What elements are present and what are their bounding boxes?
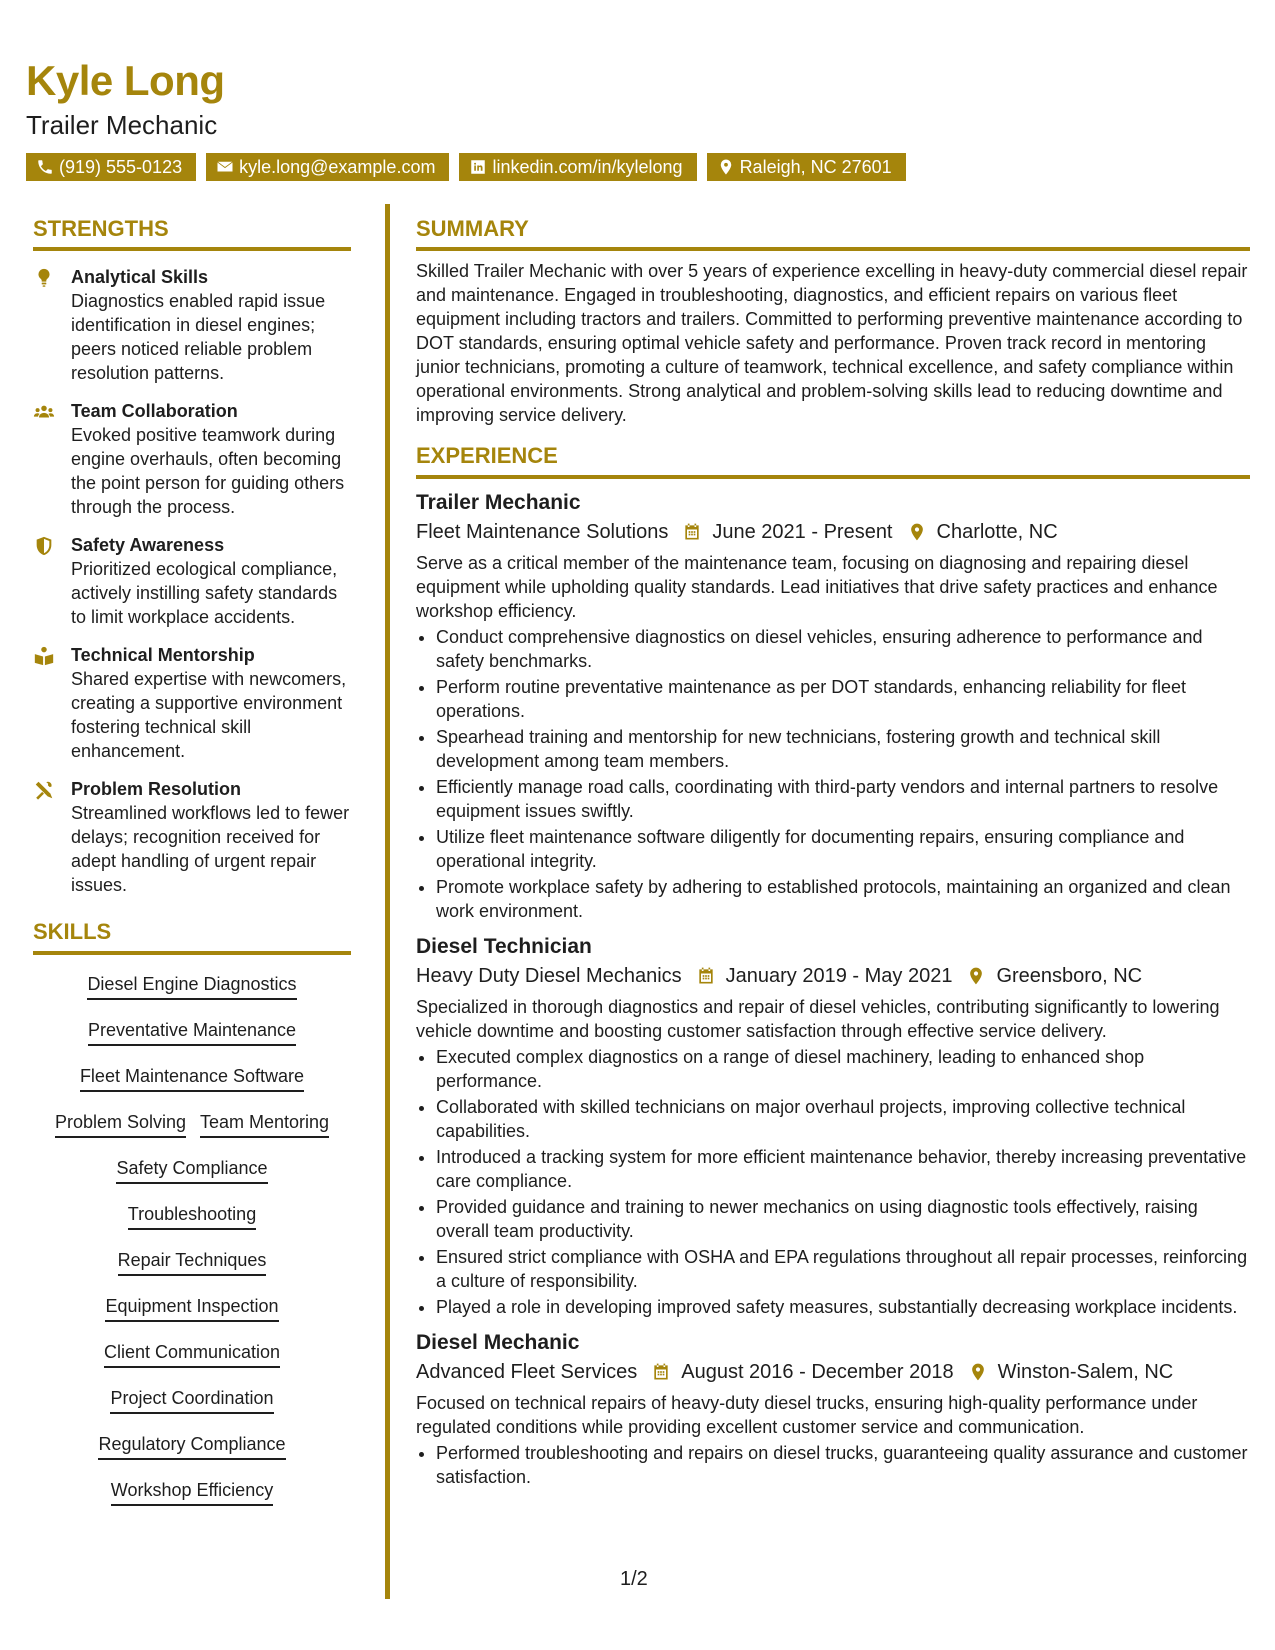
candidate-name: Kyle Long bbox=[26, 57, 225, 104]
job-dates: August 2016 - December 2018 bbox=[681, 1360, 954, 1383]
contact-linkedin[interactable] bbox=[459, 153, 696, 181]
strength-item bbox=[33, 777, 351, 897]
skill-tag: Repair Techniques bbox=[118, 1248, 267, 1276]
strength-item bbox=[33, 265, 351, 385]
phone-icon bbox=[36, 158, 54, 176]
contact-location-text: Raleigh, NC 27601 bbox=[739, 157, 892, 177]
tools-icon bbox=[33, 779, 55, 801]
skill-tag: Diesel Engine Diagnostics bbox=[87, 972, 296, 1000]
strength-title: Technical Mentorship bbox=[71, 645, 255, 666]
job-bullets bbox=[416, 1045, 1250, 1319]
job-company: Advanced Fleet Services bbox=[416, 1360, 638, 1383]
strength-desc: Diagnostics enabled rapid issue identification in diesel engines; peers noticed reliable problem resolution patterns. bbox=[71, 291, 326, 384]
job-bullet: • Promote workplace safety by adhering to established protocols, maintaining an organized and clean work environment. bbox=[436, 875, 1250, 923]
strengths-heading: STRENGTHS bbox=[33, 216, 351, 251]
users-icon bbox=[33, 401, 55, 423]
job-entry bbox=[416, 933, 1250, 1319]
candidate-title: Trailer Mechanic bbox=[26, 110, 218, 140]
skill-tag: Fleet Maintenance Software bbox=[80, 1064, 304, 1092]
strength-desc: Shared expertise with newcomers, creating a supportive environment fostering technical skill enhancement. bbox=[71, 669, 347, 762]
skills-heading: SKILLS bbox=[33, 919, 351, 954]
job-location: Charlotte, NC bbox=[936, 520, 1058, 543]
linkedin-icon bbox=[469, 158, 487, 176]
strength-desc: Streamlined workflows led to fewer delays; recognition received for adept handling of urgent repair issues. bbox=[71, 803, 350, 896]
contact-email[interactable] bbox=[206, 153, 449, 181]
job-bullets bbox=[416, 625, 1250, 923]
strength-desc: Evoked positive teamwork during engine overhauls, often becoming the point person for guiding others through the process. bbox=[71, 425, 345, 518]
calendar-icon bbox=[696, 966, 716, 986]
job-meta bbox=[416, 1357, 1250, 1387]
job-bullet: • Conduct comprehensive diagnostics on diesel vehicles, ensuring adherence to performance and safety benchmarks. bbox=[436, 625, 1250, 673]
job-bullet: • Ensured strict compliance with OSHA and EPA regulations throughout all repair processes, reinforcing a culture of responsibility. bbox=[436, 1245, 1250, 1293]
skill-tag: Preventative Maintenance bbox=[88, 1018, 296, 1046]
strength-item bbox=[33, 533, 351, 629]
column-divider bbox=[385, 204, 390, 1599]
job-title: Diesel Technician bbox=[416, 934, 592, 958]
job-bullet: • Played a role in developing improved safety measures, substantially decreasing workplace incidents. bbox=[436, 1295, 1250, 1319]
job-dates: January 2019 - May 2021 bbox=[725, 964, 953, 987]
job-bullet: • Executed complex diagnostics on a range of diesel machinery, leading to enhanced shop performance. bbox=[436, 1045, 1250, 1093]
job-meta bbox=[416, 961, 1250, 991]
job-title: Diesel Mechanic bbox=[416, 1330, 580, 1354]
job-entry bbox=[416, 1329, 1250, 1489]
skill-tag: Equipment Inspection bbox=[105, 1294, 278, 1322]
job-bullet: • Efficiently manage road calls, coordinating with third-party vendors and internal partners to resolve equipment issues swiftly. bbox=[436, 775, 1250, 823]
envelope-icon bbox=[216, 158, 234, 176]
job-title: Trailer Mechanic bbox=[416, 490, 581, 514]
skill-tag: Team Mentoring bbox=[200, 1110, 329, 1138]
strength-title: Team Collaboration bbox=[71, 401, 238, 422]
lightbulb-icon bbox=[33, 267, 55, 289]
strength-title: Problem Resolution bbox=[71, 779, 242, 800]
summary-text: Skilled Trailer Mechanic with over 5 years of experience excelling in heavy-duty commercial diesel repair and maintenance. Engaged in troubleshooting, diagnostics, and efficient repairs on various fleet equipment including tractors and trailers. Committed to performing preventive maintenance according to DOT standards, ensuring optimal vehicle safety and performance. Proven track record in mentoring junior technicians, promoting a culture of teamwork, technical excellence, and safety compliance within operational environments. Strong analytical and problem-solving skills lead to reducing downtime and improving service delivery. bbox=[416, 261, 1248, 426]
book-reader-icon bbox=[33, 645, 55, 667]
job-company: Heavy Duty Diesel Mechanics bbox=[416, 964, 682, 987]
calendar-icon bbox=[682, 522, 702, 542]
right-column bbox=[416, 216, 1250, 1491]
skill-tag: Regulatory Compliance bbox=[98, 1432, 285, 1460]
job-bullets bbox=[416, 1441, 1250, 1489]
skill-tag: Project Coordination bbox=[110, 1386, 273, 1414]
job-description: Serve as a critical member of the maintenance team, focusing on diagnosing and repairing diesel equipment while upholding quality standards. Lead initiatives that drive safety practices and enhance workshop efficiency. bbox=[416, 552, 1218, 621]
job-meta bbox=[416, 517, 1250, 547]
job-company: Fleet Maintenance Solutions bbox=[416, 520, 669, 543]
job-entry bbox=[416, 489, 1250, 923]
strength-title: Analytical Skills bbox=[71, 267, 209, 288]
skills-list bbox=[33, 961, 351, 1515]
job-location: Winston-Salem, NC bbox=[997, 1360, 1174, 1383]
job-description: Focused on technical repairs of heavy-duty diesel trucks, ensuring high-quality performance under regulated conditions while providing excellent customer service and communication. bbox=[416, 1392, 1198, 1437]
contact-phone[interactable] bbox=[26, 153, 196, 181]
job-bullet: • Performed troubleshooting and repairs on diesel trucks, guaranteeing quality assurance and customer satisfaction. bbox=[436, 1441, 1250, 1489]
job-description: Specialized in thorough diagnostics and repair of diesel vehicles, contributing significantly to lowering vehicle downtime and boosting customer satisfaction through effective service delivery. bbox=[416, 996, 1220, 1041]
skill-tag: Troubleshooting bbox=[128, 1202, 256, 1230]
job-bullet: • Collaborated with skilled technicians on major overhaul projects, improving collective technical capabilities. bbox=[436, 1095, 1250, 1143]
job-bullet: • Perform routine preventative maintenance as per DOT standards, enhancing reliability for fleet operations. bbox=[436, 675, 1250, 723]
skill-tag: Safety Compliance bbox=[116, 1156, 267, 1184]
map-pin-icon bbox=[966, 966, 986, 986]
job-location: Greensboro, NC bbox=[996, 964, 1143, 987]
contact-linkedin-text: linkedin.com/in/kylelong bbox=[492, 157, 683, 177]
job-bullet: • Utilize fleet maintenance software diligently for documenting repairs, ensuring compliance and operational integrity. bbox=[436, 825, 1250, 873]
job-bullet: • Provided guidance and training to newer mechanics on using diagnostic tools effectively, raising overall team productivity. bbox=[436, 1195, 1250, 1243]
skill-tag: Client Communication bbox=[104, 1340, 280, 1368]
contact-email-text: kyle.long@example.com bbox=[239, 157, 436, 177]
strength-item bbox=[33, 399, 351, 519]
skill-tag: Workshop Efficiency bbox=[111, 1478, 273, 1506]
strength-desc: Prioritized ecological compliance, actively instilling safety standards to limit workplace accidents. bbox=[71, 559, 338, 628]
contact-phone-text: (919) 555-0123 bbox=[59, 157, 183, 177]
job-bullet: • Spearhead training and mentorship for new technicians, fostering growth and technical skill development among team members. bbox=[436, 725, 1250, 773]
contact-location bbox=[707, 153, 906, 181]
contact-bar bbox=[26, 153, 906, 181]
calendar-icon bbox=[651, 1362, 671, 1382]
page-number: 1/2 bbox=[620, 1568, 648, 1590]
summary-heading: SUMMARY bbox=[416, 216, 1250, 251]
job-dates: June 2021 - Present bbox=[712, 520, 893, 543]
map-pin-icon bbox=[717, 158, 735, 176]
strength-item bbox=[33, 643, 351, 763]
map-pin-icon bbox=[907, 522, 927, 542]
left-column bbox=[33, 216, 351, 1515]
map-pin-icon bbox=[968, 1362, 988, 1382]
experience-heading: EXPERIENCE bbox=[416, 443, 1250, 478]
strength-title: Safety Awareness bbox=[71, 535, 225, 556]
job-bullet: • Introduced a tracking system for more efficient maintenance behavior, thereby increasing preventative care compliance. bbox=[436, 1145, 1250, 1193]
skill-tag: Problem Solving bbox=[55, 1110, 186, 1138]
shield-icon bbox=[33, 535, 55, 557]
